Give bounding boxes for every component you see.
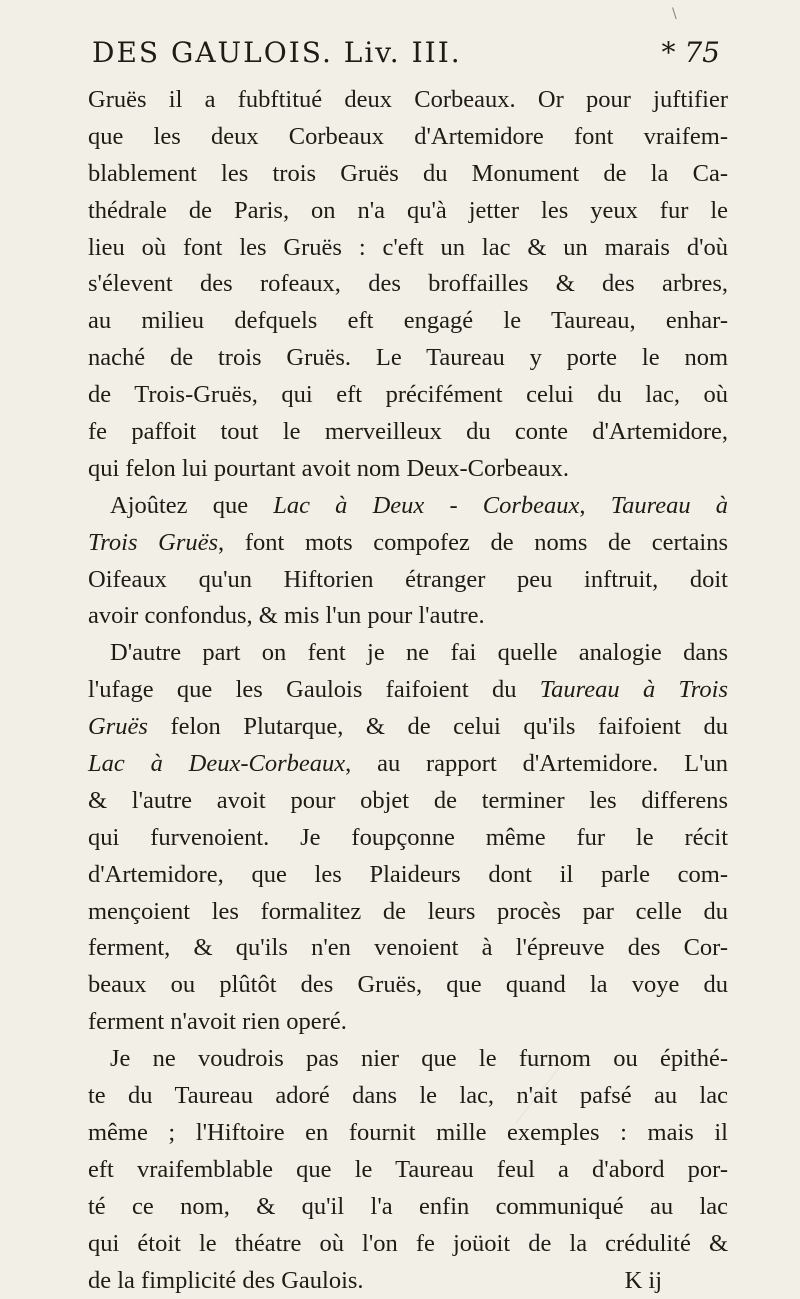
text-line: l'ufage que les Gaulois faifoient du Taureau à Trois <box>88 672 728 709</box>
text-line: ferment n'avoit rien operé. <box>88 1004 728 1041</box>
text-line: au milieu defquels eft engagé le Taureau, enhar- <box>88 303 728 340</box>
text-line: té ce nom, & qu'il l'a enfin communiqué au lac <box>88 1189 728 1226</box>
text-line: qui furvenoient. Je foupçonne même fur le récit <box>88 820 728 857</box>
text-line: qui felon lui pourtant avoit nom Deux-Corbeaux. <box>88 451 728 488</box>
text-line: beaux ou plûtôt des Gruës, que quand la voye du <box>88 967 728 1004</box>
text-line: Trois Gruës, font mots compofez de noms de certains <box>88 525 728 562</box>
text-line: Gruës il a fubftitué deux Corbeaux. Or pour juftifier <box>88 82 728 119</box>
text-line: de Trois-Gruës, qui eft précifément celui du lac, où <box>88 377 728 414</box>
text-line: Je ne voudrois pas nier que le furnom ou épithé- <box>88 1041 728 1078</box>
text-line: s'élevent des rofeaux, des broffailles & des arbres, <box>88 266 728 303</box>
final-line-text: de la fimplicité des Gaulois. <box>88 1263 364 1299</box>
text-line: ferment, & qu'ils n'en venoient à l'épreuve des Cor- <box>88 930 728 967</box>
text-line: même ; l'Hiftoire en fournit mille exemples : mais il <box>88 1115 728 1152</box>
text-line: blablement les trois Gruës du Monument de la Ca- <box>88 156 728 193</box>
text-line: lieu où font les Gruës : c'eft un lac & un marais d'où <box>88 230 728 267</box>
running-head: DES GAULOIS. Liv. III. <box>92 36 462 69</box>
text-line: D'autre part on fent je ne fai quelle analogie dans <box>88 635 728 672</box>
text-line: eft vraifemblable que le Taureau feul a d'abord por- <box>88 1152 728 1189</box>
page-number: * 75 <box>661 36 720 69</box>
text-line: te du Taureau adoré dans le lac, n'ait pafsé au lac <box>88 1078 728 1115</box>
text-line: naché de trois Gruës. Le Taureau y porte le nom <box>88 340 728 377</box>
text-line: qui étoit le théatre où l'on fe joüoit de la crédulité & <box>88 1226 728 1263</box>
text-line: & l'autre avoit pour objet de terminer les differens <box>88 783 728 820</box>
text-line: Ajoûtez que Lac à Deux - Corbeaux, Taureau à <box>88 488 728 525</box>
text-line: Gruës felon Plutarque, & de celui qu'ils faifoient du <box>88 709 728 746</box>
top-mark: \ <box>672 6 677 22</box>
text-line: fe paffoit tout le merveilleux du conte d'Artemidore, <box>88 414 728 451</box>
text-line: Lac à Deux-Corbeaux, au rapport d'Artemidore. L'un <box>88 746 728 783</box>
text-line: mençoient les formalitez de leurs procès par celle du <box>88 894 728 931</box>
text-line: avoir confondus, & mis l'un pour l'autre. <box>88 598 728 635</box>
text-line: Oifeaux qu'un Hiftorien étranger peu inftruit, doit <box>88 562 728 599</box>
text-line: thédrale de Paris, on n'a qu'à jetter les yeux fur le <box>88 193 728 230</box>
page-header <box>92 36 720 76</box>
final-line <box>88 1263 728 1299</box>
signature-mark: K ij <box>625 1263 728 1299</box>
text-line: d'Artemidore, que les Plaideurs dont il parle com- <box>88 857 728 894</box>
text-line: que les deux Corbeaux d'Artemidore font vraifem- <box>88 119 728 156</box>
